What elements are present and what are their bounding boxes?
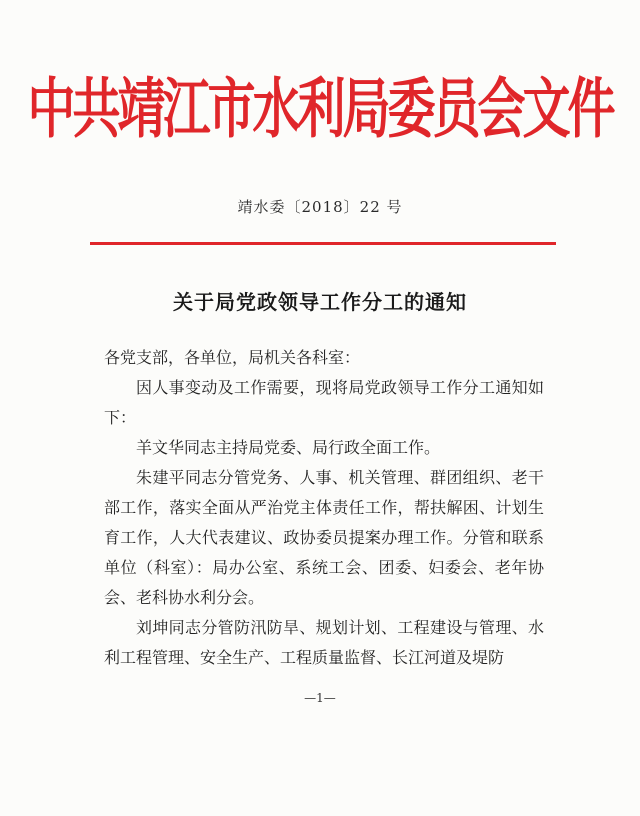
body-paragraph: 羊文华同志主持局党委、局行政全面工作。 <box>136 438 441 457</box>
page-number: —1— <box>304 691 336 705</box>
document-number: 靖水委〔2018〕22 号 <box>237 198 403 216</box>
issuer-heading: 中共靖江市水利局委员会文件 <box>27 71 613 147</box>
document-body <box>104 343 544 673</box>
body-paragraph: 因人事变动及工作需要，现将局党政领导工作分工通知如下： <box>104 378 544 427</box>
body-paragraph: 刘坤同志分管防汛防旱、规划计划、工程建设与管理、水利工程管理、安全生产、工程质量监督、长江河道及堤防 <box>104 618 544 667</box>
body-paragraph: 朱建平同志分管党务、人事、机关管理、群团组织、老干部工作，落实全面从严治党主体责任工作，帮扶解困、计划生育工作，人大代表建议、政协委员提案办理工作。分管和联系单位（科室）：局办公室、系统工会、团委、妇委会、老年协会、老科协水利分会。 <box>104 468 544 607</box>
document-title: 关于局党政领导工作分工的通知 <box>173 290 467 314</box>
greeting-line: 各党支部，各单位，局机关各科室： <box>104 348 361 367</box>
red-separator-line <box>90 242 556 245</box>
